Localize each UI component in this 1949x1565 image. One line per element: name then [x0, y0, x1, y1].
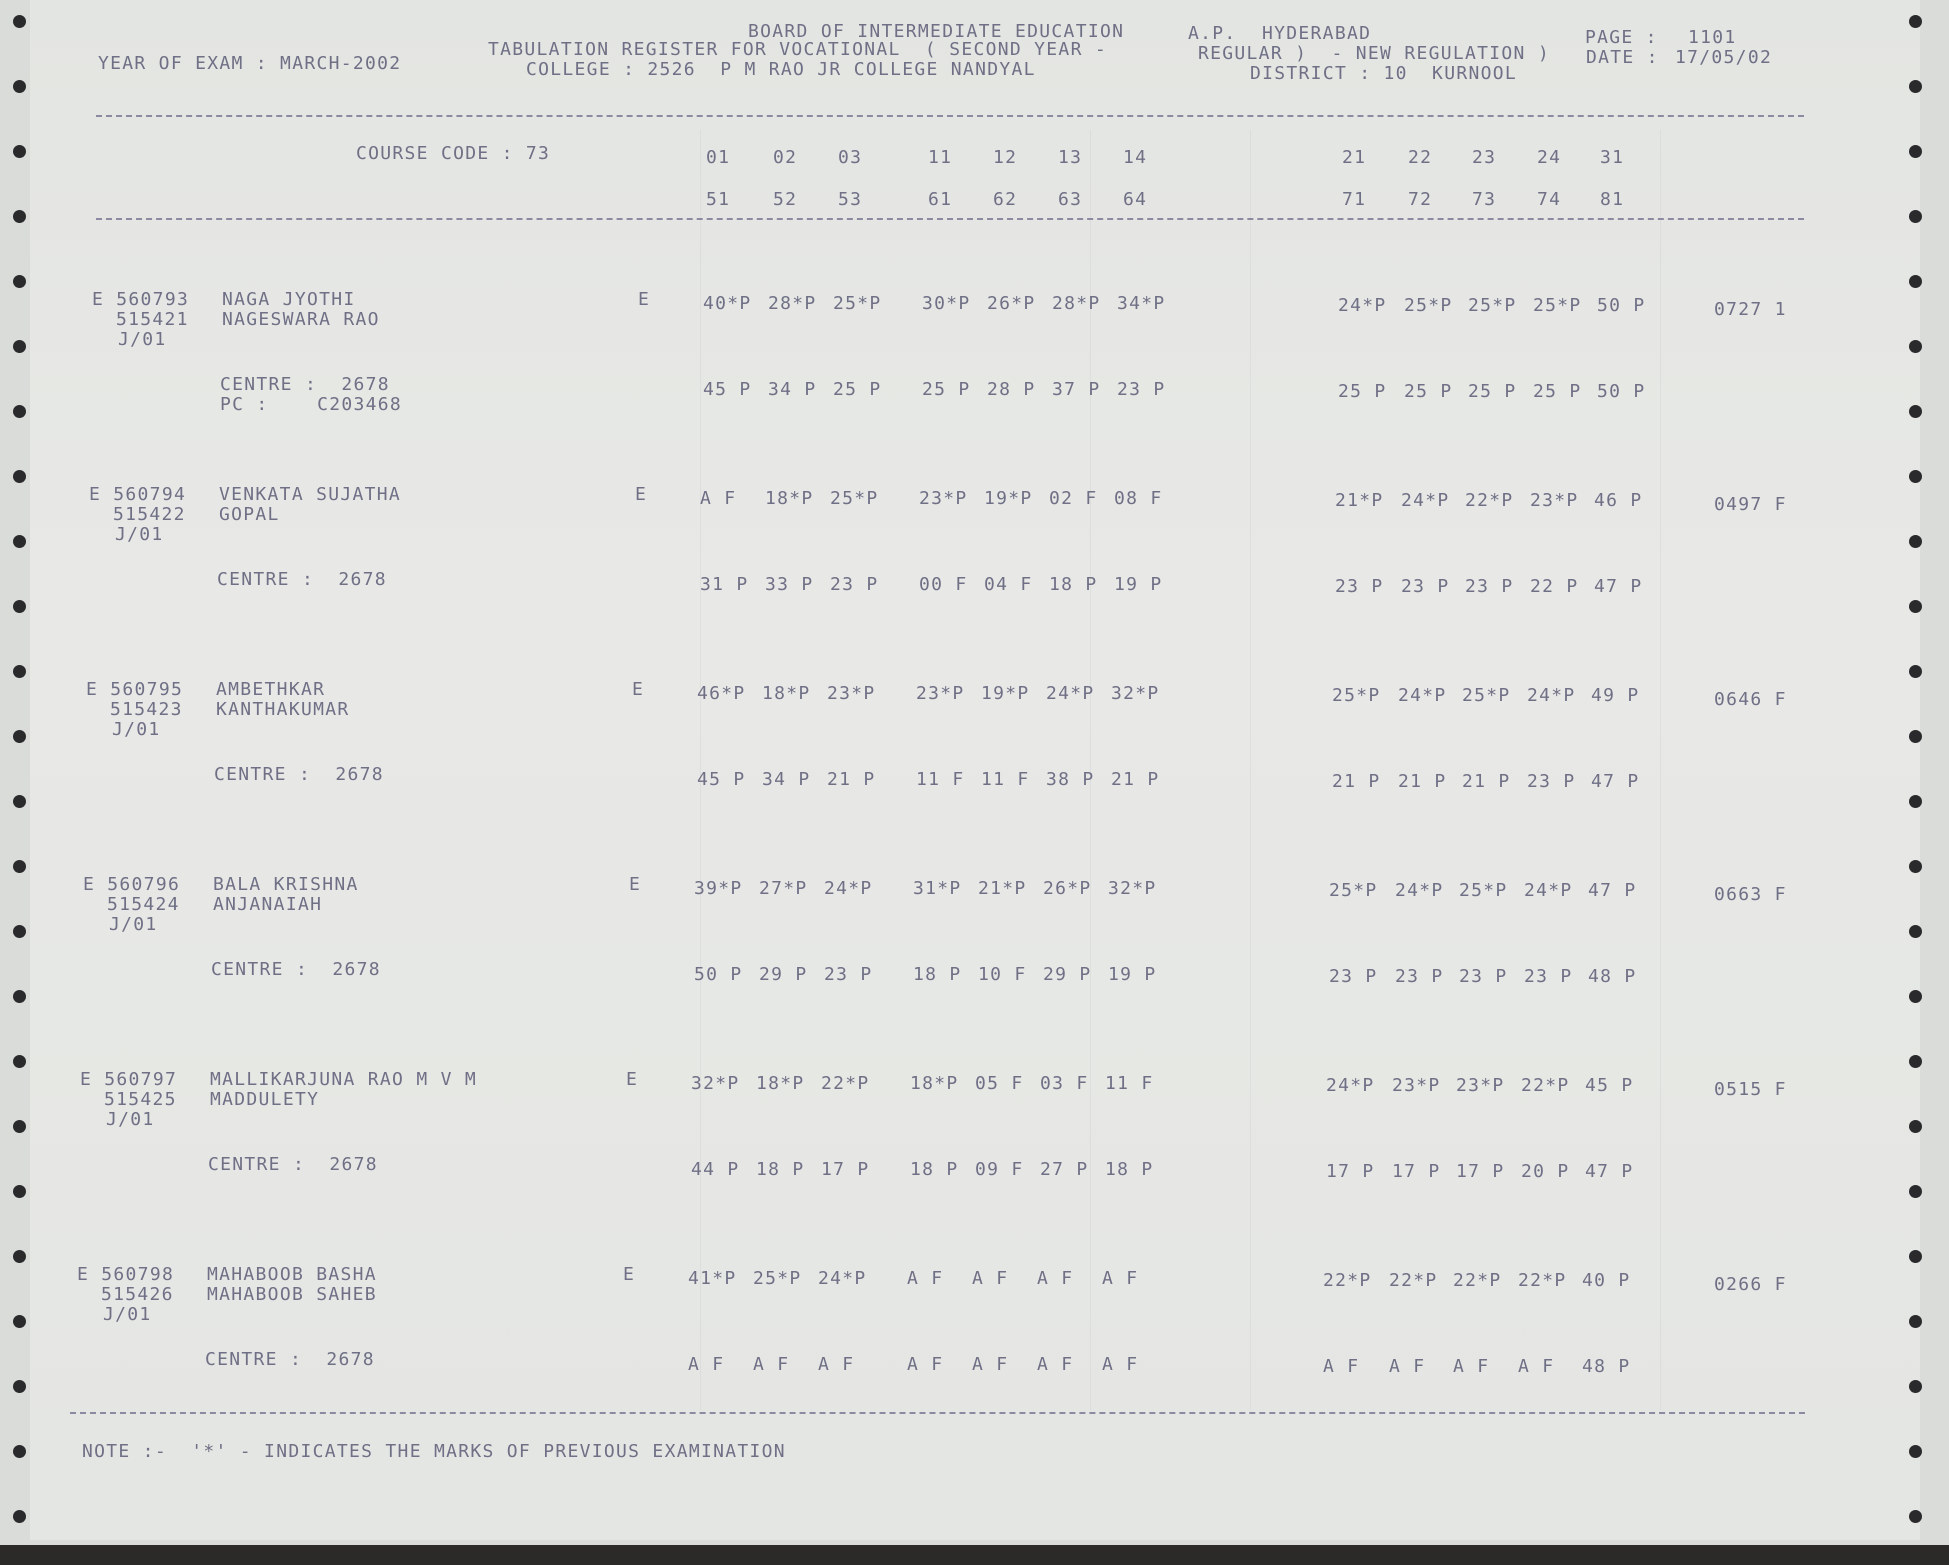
footer-divider [70, 1412, 1805, 1414]
medium: E [626, 1069, 639, 1090]
mark-cell: 25 P [1404, 381, 1453, 402]
mark-cell: 29 P [759, 964, 808, 985]
mark-cell: 24*P [824, 878, 873, 899]
guardian-name: ANJANAIAH [213, 894, 323, 915]
subject-code: 52 [773, 189, 798, 210]
mark-cell: 18*P [765, 488, 814, 509]
mark-cell: 18*P [756, 1073, 805, 1094]
total-result: 0266 F [1714, 1274, 1787, 1295]
mark-cell: 00 F [919, 574, 968, 595]
mark-cell: 24*P [1046, 683, 1095, 704]
mark-cell: 47 P [1591, 771, 1640, 792]
header-divider [96, 115, 1804, 117]
mark-cell: 26*P [1043, 878, 1092, 899]
subject-code: 74 [1537, 189, 1562, 210]
tractor-hole [13, 405, 26, 418]
mark-cell: 50 P [694, 964, 743, 985]
mark-cell: A F [688, 1354, 725, 1375]
tractor-hole [13, 860, 26, 873]
mark-cell: 34 P [762, 769, 811, 790]
subject-code: 14 [1123, 147, 1148, 168]
group-code: J/01 [115, 524, 164, 545]
tractor-hole [1909, 405, 1922, 418]
tractor-hole [13, 470, 26, 483]
tractor-hole [1909, 925, 1922, 938]
mark-cell: 21 P [1398, 771, 1447, 792]
mark-cell: 23 P [1335, 576, 1384, 597]
tractor-hole [13, 145, 26, 158]
mark-cell: 25*P [830, 488, 879, 509]
total-result: 0646 F [1714, 689, 1787, 710]
mark-cell: 30*P [922, 293, 971, 314]
subject-code: 24 [1537, 147, 1562, 168]
student-name: MAHABOOB BASHA [207, 1264, 377, 1285]
mark-cell: 44 P [691, 1159, 740, 1180]
mark-cell: 03 F [1040, 1073, 1089, 1094]
mark-cell: 18*P [910, 1073, 959, 1094]
mark-cell: A F [1102, 1268, 1139, 1289]
mark-cell: 25 P [833, 379, 882, 400]
mark-cell: 40*P [703, 293, 752, 314]
mark-cell: A F [1389, 1356, 1426, 1377]
mark-cell: 25*P [1329, 880, 1378, 901]
subject-code: 53 [838, 189, 863, 210]
total-result: 0727 1 [1714, 299, 1787, 320]
mark-cell: 31 P [700, 574, 749, 595]
mark-cell: 19 P [1114, 574, 1163, 595]
mark-cell: 24*P [1338, 295, 1387, 316]
page-label: PAGE : [1585, 27, 1658, 48]
mark-cell: A F [1323, 1356, 1360, 1377]
mark-cell: 22*P [1465, 490, 1514, 511]
registration-number: 515423 [110, 699, 183, 720]
subject-code: 64 [1123, 189, 1148, 210]
mark-cell: A F [753, 1354, 790, 1375]
guardian-name: GOPAL [219, 504, 280, 525]
mark-cell: A F [1037, 1268, 1074, 1289]
registration-number: 515426 [101, 1284, 174, 1305]
mark-cell: 22*P [1389, 1270, 1438, 1291]
mark-cell: A F [907, 1354, 944, 1375]
student-name: VENKATA SUJATHA [219, 484, 402, 505]
mark-cell: 25 P [1468, 381, 1517, 402]
mark-cell: A F [972, 1268, 1009, 1289]
mark-cell: 19*P [984, 488, 1033, 509]
mark-cell: 22*P [1518, 1270, 1567, 1291]
tractor-hole [13, 600, 26, 613]
year-of-exam: YEAR OF EXAM : MARCH-2002 [98, 53, 402, 74]
subject-code: 81 [1600, 189, 1625, 210]
mark-cell: 23*P [919, 488, 968, 509]
mark-cell: 11 F [916, 769, 965, 790]
tractor-hole [1909, 1315, 1922, 1328]
tractor-hole [13, 795, 26, 808]
tractor-hole [13, 1185, 26, 1198]
mark-cell: 22*P [1323, 1270, 1372, 1291]
mark-cell: 26*P [987, 293, 1036, 314]
mark-cell: 32*P [691, 1073, 740, 1094]
mark-cell: 23 P [830, 574, 879, 595]
mark-cell: 50 P [1597, 295, 1646, 316]
mark-cell: 25*P [833, 293, 882, 314]
mark-cell: 24*P [1524, 880, 1573, 901]
mark-cell: 21*P [1335, 490, 1384, 511]
mark-cell: 08 F [1114, 488, 1163, 509]
mark-cell: 23 P [1459, 966, 1508, 987]
registration-number: 515421 [116, 309, 189, 330]
group-code: J/01 [109, 914, 158, 935]
tractor-hole [1909, 535, 1922, 548]
mark-cell: 25*P [1459, 880, 1508, 901]
mark-cell: 25 P [1338, 381, 1387, 402]
tractor-hole [1909, 665, 1922, 678]
total-result: 0497 F [1714, 494, 1787, 515]
mark-cell: 25*P [1404, 295, 1453, 316]
mark-cell: 23 P [1524, 966, 1573, 987]
tractor-hole [1909, 860, 1922, 873]
mark-cell: 21 P [1462, 771, 1511, 792]
tractor-hole [1909, 1445, 1922, 1458]
mark-cell: 09 F [975, 1159, 1024, 1180]
tractor-hole [1909, 990, 1922, 1003]
mark-cell: 18 P [1049, 574, 1098, 595]
mark-cell: 47 P [1588, 880, 1637, 901]
mark-cell: 32*P [1108, 878, 1157, 899]
tractor-hole [1909, 1380, 1922, 1393]
tractor-hole [1909, 600, 1922, 613]
group-code: J/01 [106, 1109, 155, 1130]
mark-cell: 29 P [1043, 964, 1092, 985]
mark-cell: 23 P [1117, 379, 1166, 400]
medium: E [635, 484, 648, 505]
subject-code: 51 [706, 189, 731, 210]
tractor-hole [13, 1445, 26, 1458]
scanner-edge [0, 1545, 1949, 1565]
subject-code: 73 [1472, 189, 1497, 210]
centre-code: CENTRE : 2678 [217, 569, 387, 590]
tractor-hole [1909, 1185, 1922, 1198]
mark-cell: 19 P [1108, 964, 1157, 985]
pc-number: PC : C203468 [220, 394, 403, 415]
registration-number: 515422 [113, 504, 186, 525]
group-code: J/01 [118, 329, 167, 350]
tractor-hole [1909, 730, 1922, 743]
mark-cell: 24*P [1401, 490, 1450, 511]
student-id: E 560798 [77, 1264, 175, 1285]
mark-cell: 47 P [1594, 576, 1643, 597]
mark-cell: 23*P [1392, 1075, 1441, 1096]
mark-cell: 23 P [1465, 576, 1514, 597]
tractor-hole [1909, 1510, 1922, 1523]
tractor-hole [13, 1315, 26, 1328]
date-label: DATE : [1586, 47, 1659, 68]
mark-cell: 04 F [984, 574, 1033, 595]
centre-code: CENTRE : 2678 [214, 764, 384, 785]
guardian-name: MADDULETY [210, 1089, 320, 1110]
mark-cell: 25*P [1332, 685, 1381, 706]
medium: E [623, 1264, 636, 1285]
mark-cell: 28 P [987, 379, 1036, 400]
mark-cell: A F [907, 1268, 944, 1289]
page-number: 1101 [1688, 27, 1737, 48]
tractor-hole [1909, 1055, 1922, 1068]
mark-cell: 24*P [1395, 880, 1444, 901]
tractor-hole [13, 1380, 26, 1393]
centre-code: CENTRE : 2678 [205, 1349, 375, 1370]
mark-cell: 38 P [1046, 769, 1095, 790]
mark-cell: 21*P [978, 878, 1027, 899]
mark-cell: 22 P [1530, 576, 1579, 597]
centre-code: CENTRE : 2678 [220, 374, 390, 395]
mark-cell: 27*P [759, 878, 808, 899]
registration-number: 515424 [107, 894, 180, 915]
tractor-hole [13, 1055, 26, 1068]
mark-cell: 41*P [688, 1268, 737, 1289]
mark-cell: 11 F [981, 769, 1030, 790]
tractor-hole [13, 925, 26, 938]
mark-cell: 05 F [975, 1073, 1024, 1094]
mark-cell: A F [1037, 1354, 1074, 1375]
subject-code: 02 [773, 147, 798, 168]
tractor-hole [1909, 80, 1922, 93]
state-name: A.P. [1188, 23, 1237, 44]
mark-cell: A F [1518, 1356, 1555, 1377]
mark-cell: 17 P [1456, 1161, 1505, 1182]
tractor-hole [13, 665, 26, 678]
mark-cell: 45 P [697, 769, 746, 790]
tractor-hole [1909, 275, 1922, 288]
mark-cell: 19*P [981, 683, 1030, 704]
district-name: DISTRICT : 10 KURNOOL [1250, 63, 1518, 84]
student-id: E 560797 [80, 1069, 178, 1090]
tractor-hole [1909, 470, 1922, 483]
college-name: COLLEGE : 2526 P M RAO JR COLLEGE NANDYAL [526, 59, 1036, 80]
tractor-hole [13, 275, 26, 288]
mark-cell: 11 F [1105, 1073, 1154, 1094]
subject-code: 31 [1600, 147, 1625, 168]
tractor-hole [1909, 795, 1922, 808]
mark-cell: 49 P [1591, 685, 1640, 706]
student-name: NAGA JYOTHI [222, 289, 356, 310]
right-tractor-holes [1904, 0, 1928, 1540]
regulation-text: REGULAR ) - NEW REGULATION ) [1198, 43, 1550, 64]
mark-cell: 27 P [1040, 1159, 1089, 1180]
mark-cell: 23*P [916, 683, 965, 704]
mark-cell: A F [1453, 1356, 1490, 1377]
subject-code: 62 [993, 189, 1018, 210]
student-name: AMBETHKAR [216, 679, 326, 700]
subject-code: 63 [1058, 189, 1083, 210]
course-code: COURSE CODE : 73 [356, 143, 551, 164]
mark-cell: 23*P [1456, 1075, 1505, 1096]
tractor-hole [13, 210, 26, 223]
centre-code: CENTRE : 2678 [211, 959, 381, 980]
subject-code: 01 [706, 147, 731, 168]
total-result: 0663 F [1714, 884, 1787, 905]
tractor-hole [13, 990, 26, 1003]
subject-code: 61 [928, 189, 953, 210]
mark-cell: 25*P [1533, 295, 1582, 316]
student-id: E 560794 [89, 484, 187, 505]
medium: E [629, 874, 642, 895]
mark-cell: 48 P [1582, 1356, 1631, 1377]
mark-cell: 24*P [1398, 685, 1447, 706]
mark-cell: 45 P [1585, 1075, 1634, 1096]
mark-cell: 31*P [913, 878, 962, 899]
student-id: E 560793 [92, 289, 190, 310]
mark-cell: 18 P [1105, 1159, 1154, 1180]
tractor-hole [1909, 1250, 1922, 1263]
mark-cell: 24*P [1326, 1075, 1375, 1096]
mark-cell: 18 P [756, 1159, 805, 1180]
student-name: BALA KRISHNA [213, 874, 359, 895]
mark-cell: 21 P [1111, 769, 1160, 790]
mark-cell: 25*P [1468, 295, 1517, 316]
mark-cell: 24*P [1527, 685, 1576, 706]
mark-cell: 21 P [1332, 771, 1381, 792]
group-code: J/01 [103, 1304, 152, 1325]
tractor-hole [1909, 210, 1922, 223]
subject-code: 11 [928, 147, 953, 168]
tractor-hole [13, 15, 26, 28]
mark-cell: 17 P [1392, 1161, 1441, 1182]
mark-cell: 34 P [768, 379, 817, 400]
ghost-line [1250, 130, 1251, 1410]
mark-cell: A F [700, 488, 737, 509]
mark-cell: 23 P [1329, 966, 1378, 987]
subject-code: 12 [993, 147, 1018, 168]
mark-cell: 50 P [1597, 381, 1646, 402]
total-result: 0515 F [1714, 1079, 1787, 1100]
mark-cell: 37 P [1052, 379, 1101, 400]
mark-cell: 17 P [821, 1159, 870, 1180]
subject-code: 21 [1342, 147, 1367, 168]
guardian-name: KANTHAKUMAR [216, 699, 350, 720]
guardian-name: NAGESWARA RAO [222, 309, 380, 330]
mark-cell: 32*P [1111, 683, 1160, 704]
mark-cell: 39*P [694, 878, 743, 899]
print-date: 17/05/02 [1675, 47, 1773, 68]
mark-cell: 18 P [913, 964, 962, 985]
tractor-hole [1909, 145, 1922, 158]
mark-cell: 47 P [1585, 1161, 1634, 1182]
subject-code: 03 [838, 147, 863, 168]
mark-cell: 25*P [753, 1268, 802, 1289]
mark-cell: 34*P [1117, 293, 1166, 314]
mark-cell: 28*P [1052, 293, 1101, 314]
medium: E [632, 679, 645, 700]
tractor-hole [13, 80, 26, 93]
subject-code: 71 [1342, 189, 1367, 210]
mark-cell: 46 P [1594, 490, 1643, 511]
mark-cell: 22*P [1521, 1075, 1570, 1096]
mark-cell: A F [818, 1354, 855, 1375]
tractor-hole [1909, 1120, 1922, 1133]
mark-cell: 18*P [762, 683, 811, 704]
mark-cell: 24*P [818, 1268, 867, 1289]
tractor-hole [13, 1510, 26, 1523]
mark-cell: 23*P [1530, 490, 1579, 511]
mark-cell: 48 P [1588, 966, 1637, 987]
mark-cell: 23 P [824, 964, 873, 985]
mark-cell: 23 P [1527, 771, 1576, 792]
guardian-name: MAHABOOB SAHEB [207, 1284, 377, 1305]
mark-cell: 23 P [1401, 576, 1450, 597]
register-title: TABULATION REGISTER FOR VOCATIONAL ( SECOND YEAR - [488, 39, 1107, 60]
mark-cell: 10 F [978, 964, 1027, 985]
student-id: E 560796 [83, 874, 181, 895]
mark-cell: 23 P [1395, 966, 1444, 987]
tractor-hole [1909, 15, 1922, 28]
tractor-hole [13, 340, 26, 353]
mark-cell: 28*P [768, 293, 817, 314]
tractor-hole [1909, 340, 1922, 353]
board-name: BOARD OF INTERMEDIATE EDUCATION [748, 21, 1125, 42]
city-name: HYDERABAD [1262, 23, 1372, 44]
mark-cell: 18 P [910, 1159, 959, 1180]
student-name: MALLIKARJUNA RAO M V M [210, 1069, 478, 1090]
mark-cell: 25 P [1533, 381, 1582, 402]
note-text: NOTE :- '*' - INDICATES THE MARKS OF PREVIOUS EXAMINATION [82, 1441, 786, 1462]
registration-number: 515425 [104, 1089, 177, 1110]
tractor-hole [13, 1250, 26, 1263]
mark-cell: 20 P [1521, 1161, 1570, 1182]
mark-cell: 17 P [1326, 1161, 1375, 1182]
mark-cell: 23*P [827, 683, 876, 704]
tractor-hole [13, 535, 26, 548]
mark-cell: 22*P [821, 1073, 870, 1094]
subject-code: 22 [1408, 147, 1433, 168]
mark-cell: 40 P [1582, 1270, 1631, 1291]
group-code: J/01 [112, 719, 161, 740]
subject-code: 23 [1472, 147, 1497, 168]
mark-cell: A F [972, 1354, 1009, 1375]
mark-cell: A F [1102, 1354, 1139, 1375]
mark-cell: 21 P [827, 769, 876, 790]
ghost-line [1660, 130, 1661, 1410]
subject-code: 13 [1058, 147, 1083, 168]
left-tractor-holes [8, 0, 32, 1540]
mark-cell: 46*P [697, 683, 746, 704]
student-id: E 560795 [86, 679, 184, 700]
mark-cell: 33 P [765, 574, 814, 595]
subject-code: 72 [1408, 189, 1433, 210]
tractor-hole [13, 1120, 26, 1133]
tractor-hole [13, 730, 26, 743]
centre-code: CENTRE : 2678 [208, 1154, 378, 1175]
mark-cell: 25*P [1462, 685, 1511, 706]
mark-cell: 02 F [1049, 488, 1098, 509]
columns-divider [96, 218, 1804, 220]
mark-cell: 45 P [703, 379, 752, 400]
medium: E [638, 289, 651, 310]
mark-cell: 22*P [1453, 1270, 1502, 1291]
mark-cell: 25 P [922, 379, 971, 400]
